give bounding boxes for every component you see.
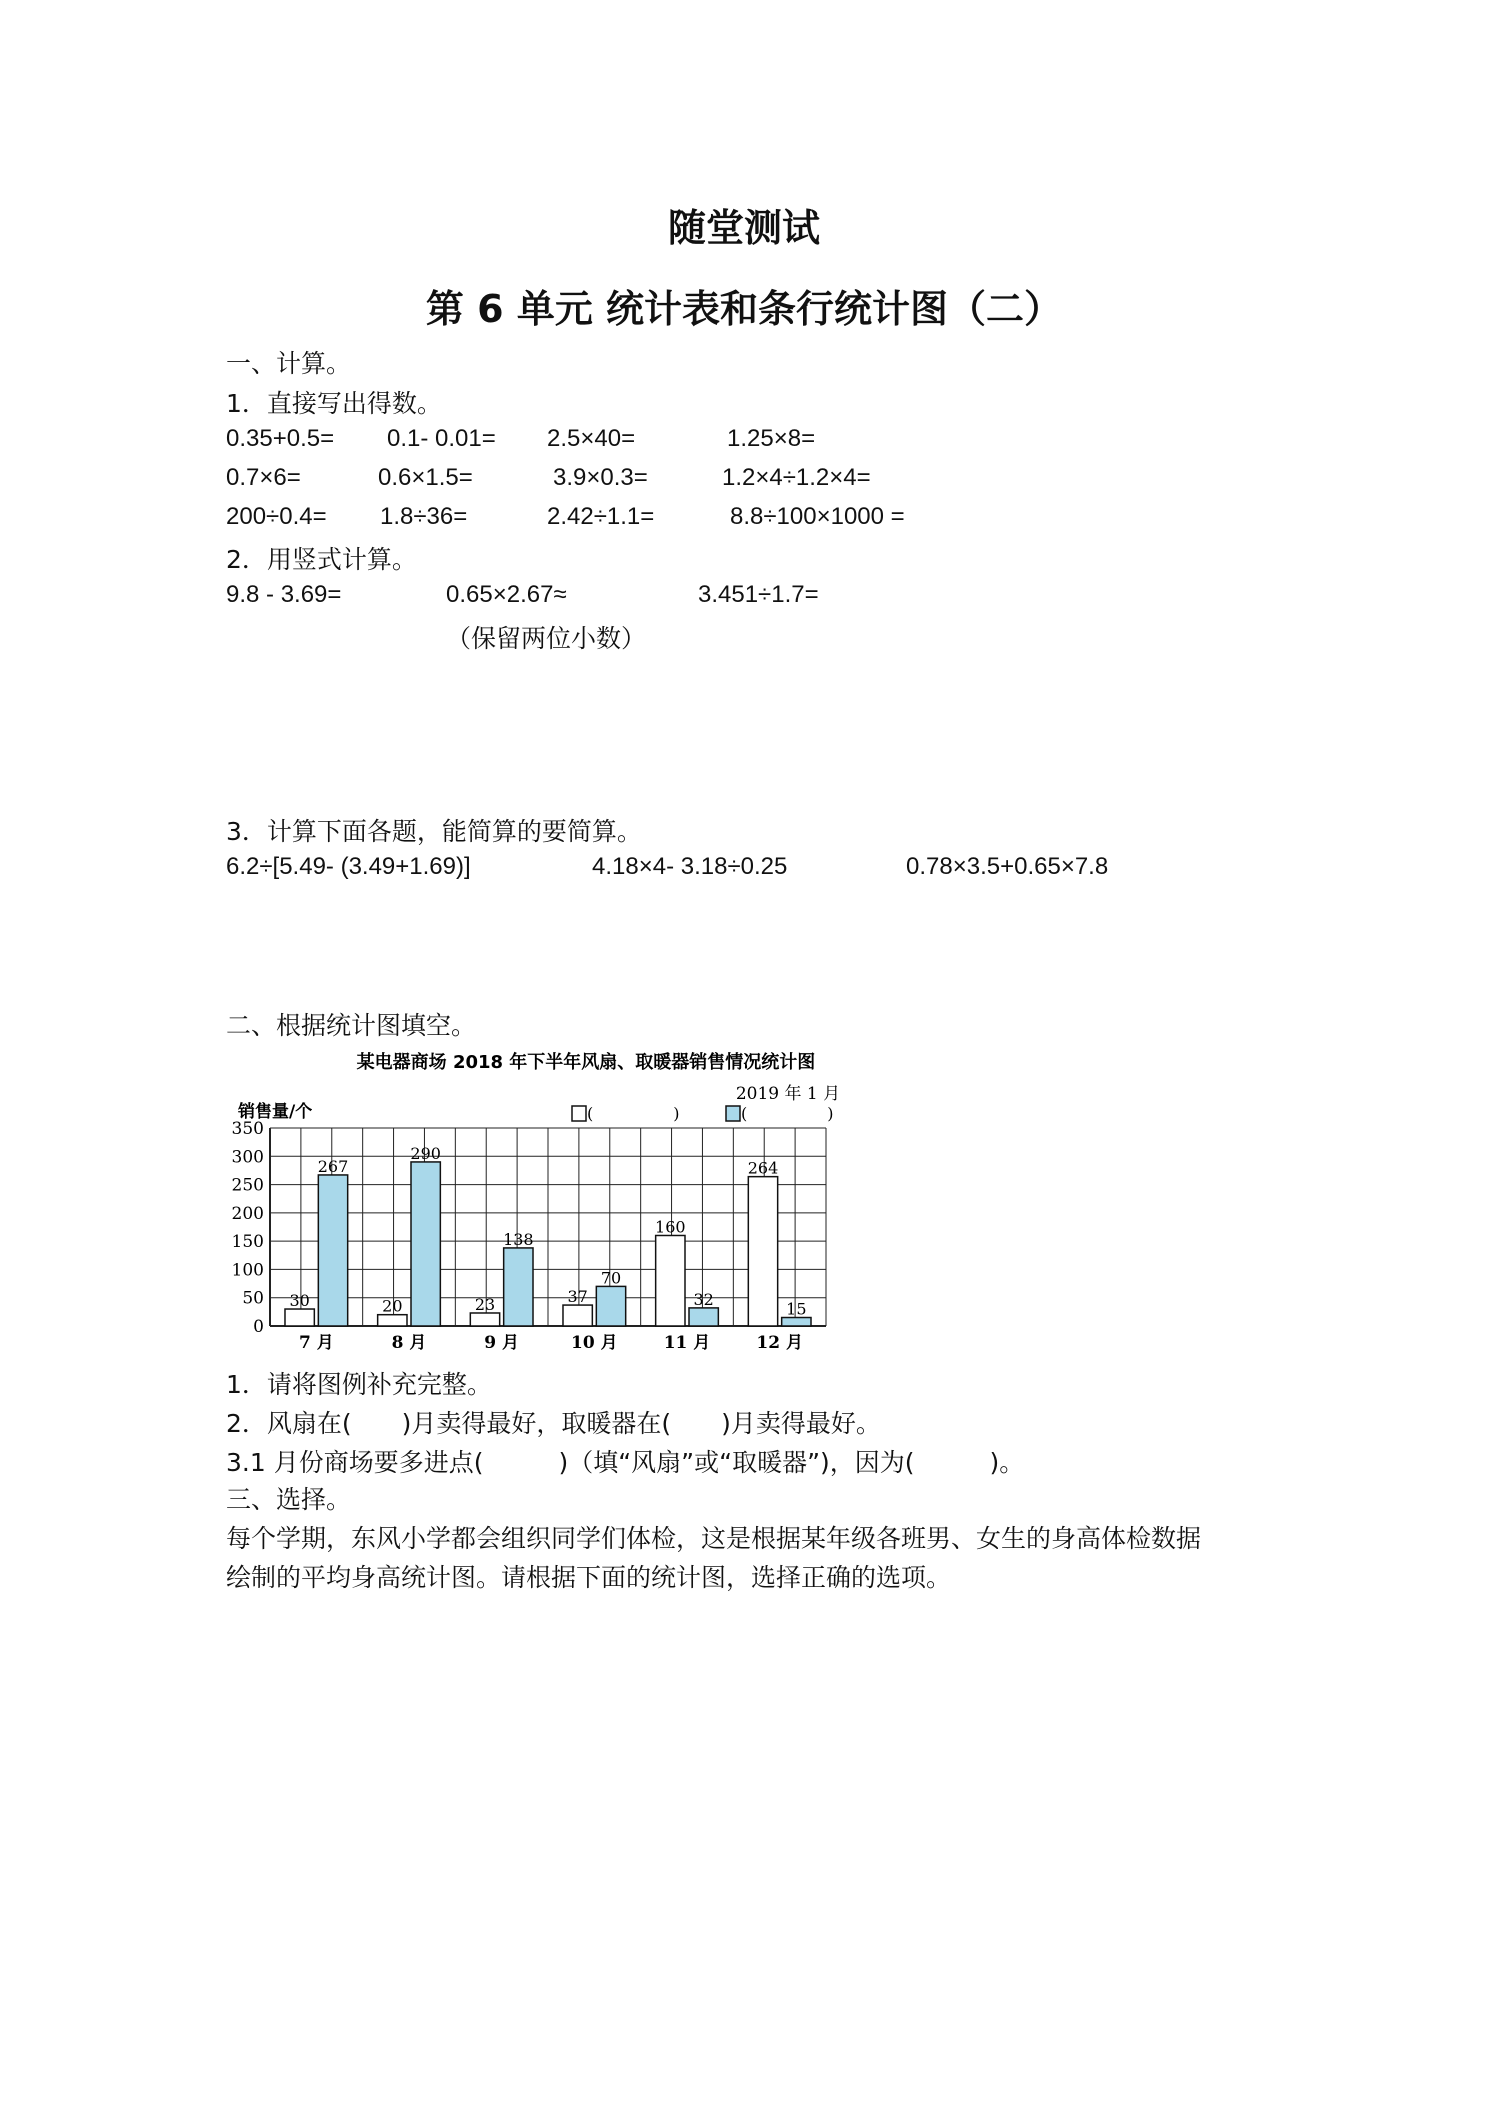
calc-item: 1.8÷36= <box>380 503 468 530</box>
y-tick-label: 0 <box>253 1317 264 1337</box>
calc-item: 3.9×0.3= <box>553 464 648 491</box>
bar-heater <box>596 1286 625 1326</box>
chart-title: 某电器商场 2018 年下半年风扇、取暖器销售情况统计图 <box>356 1052 816 1073</box>
data-label: 267 <box>317 1156 349 1176</box>
vertical-calc-item: 9.8 - 3.69= <box>226 581 342 608</box>
data-label: 32 <box>693 1289 714 1309</box>
simplify-item: 6.2÷[5.49- (3.49+1.69)] <box>226 853 471 880</box>
data-label: 138 <box>503 1229 534 1249</box>
section-heading-3: 三、选择。 <box>226 1485 352 1514</box>
x-tick-label: 7 月 <box>298 1333 334 1350</box>
bar-fan <box>378 1315 407 1326</box>
data-label: 15 <box>786 1299 807 1319</box>
q3-label: 3．计算下面各题，能简算的要简算。 <box>226 817 642 846</box>
calc-item: 1.25×8= <box>727 425 816 452</box>
x-tick-label: 10 月 <box>571 1333 618 1350</box>
chart-date-note: 2019 年 1 月 <box>735 1084 841 1104</box>
y-tick-label: 350 <box>231 1119 264 1139</box>
data-label: 160 <box>655 1217 686 1237</box>
data-label: 23 <box>474 1294 496 1314</box>
bar-heater <box>689 1308 718 1326</box>
bar-heater <box>411 1162 440 1326</box>
x-tick-label: 11 月 <box>663 1333 711 1350</box>
p2-question-3: 3.1 月份商场要多进点( )（填“风扇”或“取暖器”)，因为( )。 <box>226 1448 1025 1477</box>
x-tick-label: 8 月 <box>391 1333 427 1350</box>
bar-fan <box>656 1235 685 1326</box>
data-label: 290 <box>410 1143 441 1163</box>
bar-fan <box>470 1313 499 1326</box>
y-tick-label: 300 <box>231 1147 264 1168</box>
y-axis-ticks <box>232 1119 264 1337</box>
bar-fan <box>285 1309 314 1326</box>
page-title: 随堂测试 <box>667 206 820 250</box>
calc-item: 0.6×1.5= <box>378 464 473 491</box>
legend-swatch-heater <box>726 1106 740 1121</box>
calc-item: 1.2×4÷1.2×4= <box>722 464 871 491</box>
page-subtitle: 第 6 单元 统计表和条行统计图（二） <box>425 287 1063 331</box>
p2-question-2: 2．风扇在( )月卖得最好，取暖器在( )月卖得最好。 <box>226 1409 881 1438</box>
y-tick-label: 50 <box>242 1288 264 1309</box>
vertical-calc-item: 3.451÷1.7= <box>698 581 819 608</box>
x-axis-ticks <box>299 1333 803 1350</box>
rounding-note: （保留两位小数） <box>446 624 647 653</box>
simplify-item: 0.78×3.5+0.65×7.8 <box>906 853 1109 880</box>
bar-heater <box>318 1175 347 1326</box>
bar-fan <box>563 1305 592 1326</box>
simplify-item: 4.18×4- 3.18÷0.25 <box>592 853 788 880</box>
legend-swatch-fan <box>572 1106 586 1121</box>
section-heading-1: 一、计算。 <box>226 349 352 378</box>
part3-text-line-1: 每个学期，东风小学都会组织同学们体检，这是根据某年级各班男、女生的身高体检数据 <box>226 1524 1202 1553</box>
data-label: 30 <box>289 1291 310 1311</box>
data-label: 20 <box>382 1296 403 1316</box>
calc-item: 0.35+0.5= <box>226 425 335 452</box>
legend-blank-1: ( ) <box>587 1104 680 1123</box>
calc-item: 0.7×6= <box>226 464 301 491</box>
y-axis-label: 销售量/个 <box>238 1102 313 1122</box>
data-label: 264 <box>747 1158 779 1178</box>
calc-item: 200÷0.4= <box>226 503 327 530</box>
p2-question-1: 1．请将图例补充完整。 <box>226 1370 492 1399</box>
y-tick-label: 150 <box>231 1232 264 1253</box>
bar-heater <box>782 1318 811 1326</box>
chart-grid <box>270 1128 826 1326</box>
x-tick-label: 9 月 <box>484 1333 520 1350</box>
calc-item: 8.8÷100×1000 = <box>730 503 905 530</box>
q2-label: 2．用竖式计算。 <box>226 545 417 574</box>
y-tick-label: 200 <box>231 1203 264 1224</box>
part3-text-line-2: 绘制的平均身高统计图。请根据下面的统计图，选择正确的选项。 <box>226 1563 952 1592</box>
section-heading-2: 二、根据统计图填空。 <box>226 1011 477 1040</box>
calc-item: 2.42÷1.1= <box>547 503 655 530</box>
sales-bar-chart <box>220 1040 860 1350</box>
bar-heater <box>504 1248 533 1326</box>
vertical-calc-item: 0.65×2.67≈ <box>446 581 567 608</box>
bar-fan <box>748 1177 777 1326</box>
data-label: 70 <box>600 1268 622 1288</box>
data-label: 37 <box>567 1287 588 1307</box>
legend-blank-2: ( ) <box>741 1104 834 1123</box>
y-tick-label: 100 <box>231 1260 264 1281</box>
x-tick-label: 12 月 <box>756 1333 803 1350</box>
calc-item: 2.5×40= <box>547 425 636 452</box>
q1-label: 1．直接写出得数。 <box>226 389 442 418</box>
y-tick-label: 250 <box>231 1175 264 1196</box>
calc-item: 0.1- 0.01= <box>387 425 496 452</box>
